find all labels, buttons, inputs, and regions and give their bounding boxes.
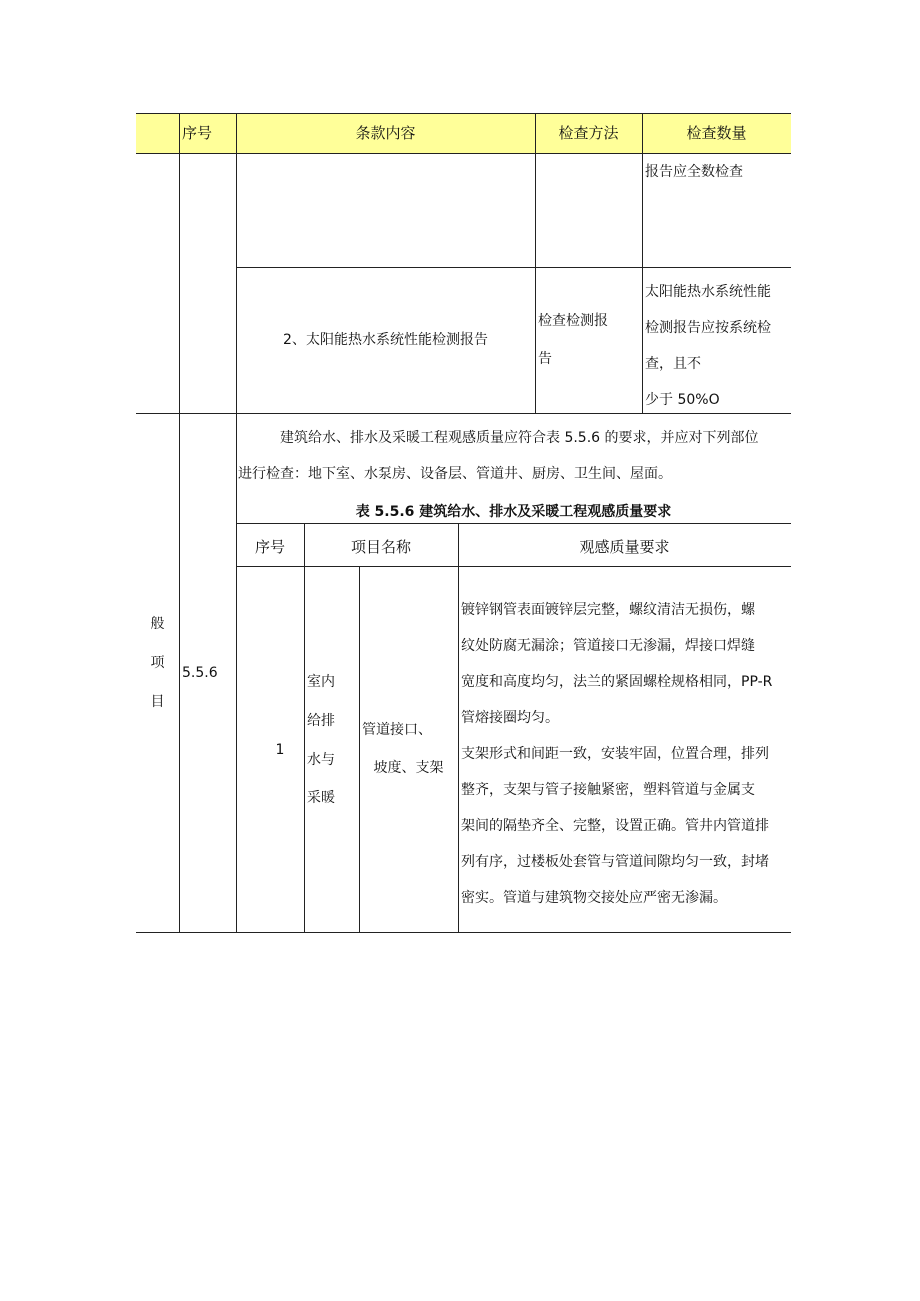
requirement-line-5: 支架形式和间距一致，安装牢固，位置合理，排列 [461, 746, 769, 762]
category-char-1: 般 [150, 616, 165, 632]
subtable-header-bottom-border [237, 566, 791, 567]
intro-line-2: 进行检查：地下室、水泵房、设备层、管道井、厨房、卫生间、屋面。 [238, 466, 672, 482]
subtable-header-item-name: 项目名称 [350, 538, 411, 556]
col-divider-4 [642, 113, 643, 413]
col-divider-2 [236, 113, 237, 933]
subcol-divider-1 [304, 523, 305, 933]
row-item-line-1: 管道接口、 [362, 722, 432, 738]
requirement-line-8: 列有序，过楼板处套管与管道间隙均匀一致，封堵 [461, 854, 769, 870]
row-category-line-2: 给排 [307, 713, 335, 729]
row1-quantity: 报告应全数检查 [645, 164, 743, 180]
row-item-line-2: 坡度、支架 [373, 760, 444, 776]
category-char-3: 目 [150, 694, 165, 710]
requirement-line-6: 整齐，支架与管子接触紧密，塑料管道与金属支 [461, 782, 755, 798]
subtable-title: 表 5.5.6 建筑给水、排水及采暖工程观感质量要求 [355, 504, 672, 520]
requirement-line-1: 镀锌钢管表面镀锌层完整，螺纹清洁无损伤，螺 [461, 602, 755, 618]
intro-line-1: 建筑给水、排水及采暖工程观感质量应符合表 5.5.6 的要求，并应对下列部位 [280, 430, 759, 446]
table-top-border [136, 113, 791, 114]
header-quantity: 检查数量 [686, 124, 747, 142]
requirement-line-9: 密实。管道与建筑物交接处应严密无渗漏。 [461, 890, 727, 906]
header-method: 检查方法 [558, 124, 619, 142]
row2-method-line-2: 告 [538, 351, 552, 367]
row2-clause: 2、太阳能热水系统性能检测报告 [283, 332, 488, 348]
row2-method-line-1: 检查检测报 [538, 313, 608, 329]
table-bottom-border [136, 932, 791, 933]
col-divider-3 [535, 113, 536, 413]
row-category-line-1: 室内 [307, 674, 335, 690]
requirement-line-3: 宽度和高度均匀，法兰的紧固螺栓规格相同，PP-R [461, 674, 773, 690]
subtable-top-border [237, 523, 791, 524]
subtable-header-seq: 序号 [254, 538, 285, 556]
row2-quantity-line-2: 检测报告应按系统检 [645, 320, 771, 336]
header-seq: 序号 [182, 124, 213, 142]
requirement-line-4: 管熔接圈均匀。 [461, 710, 559, 726]
row2-quantity-line-4: 少于 50%O [645, 392, 720, 408]
requirement-line-2: 纹处防腐无漏涂；管道接口无渗漏，焊接口焊缝 [461, 638, 755, 654]
row-category-line-4: 采暖 [307, 790, 335, 806]
row1-bottom-border [237, 267, 791, 268]
category-char-2: 项 [150, 655, 165, 671]
header-clause: 条款内容 [355, 124, 416, 142]
row2-quantity-line-1: 太阳能热水系统性能 [645, 284, 771, 300]
header-bottom-border [136, 153, 791, 154]
row2-bottom-border [136, 413, 791, 414]
subcol-divider-3 [458, 523, 459, 933]
row2-quantity-line-3: 查，且不 [645, 356, 701, 372]
subtable-header-requirement: 观感质量要求 [579, 538, 670, 556]
subtable-row-seq: 1 [275, 742, 285, 758]
row-category-line-3: 水与 [307, 752, 335, 768]
col-divider-1 [179, 113, 180, 933]
subcol-divider-2 [359, 566, 360, 933]
requirement-line-7: 架间的隔垫齐全、完整，设置正确。管井内管道排 [461, 818, 769, 834]
clause-number: 5.5.6 [182, 665, 218, 681]
